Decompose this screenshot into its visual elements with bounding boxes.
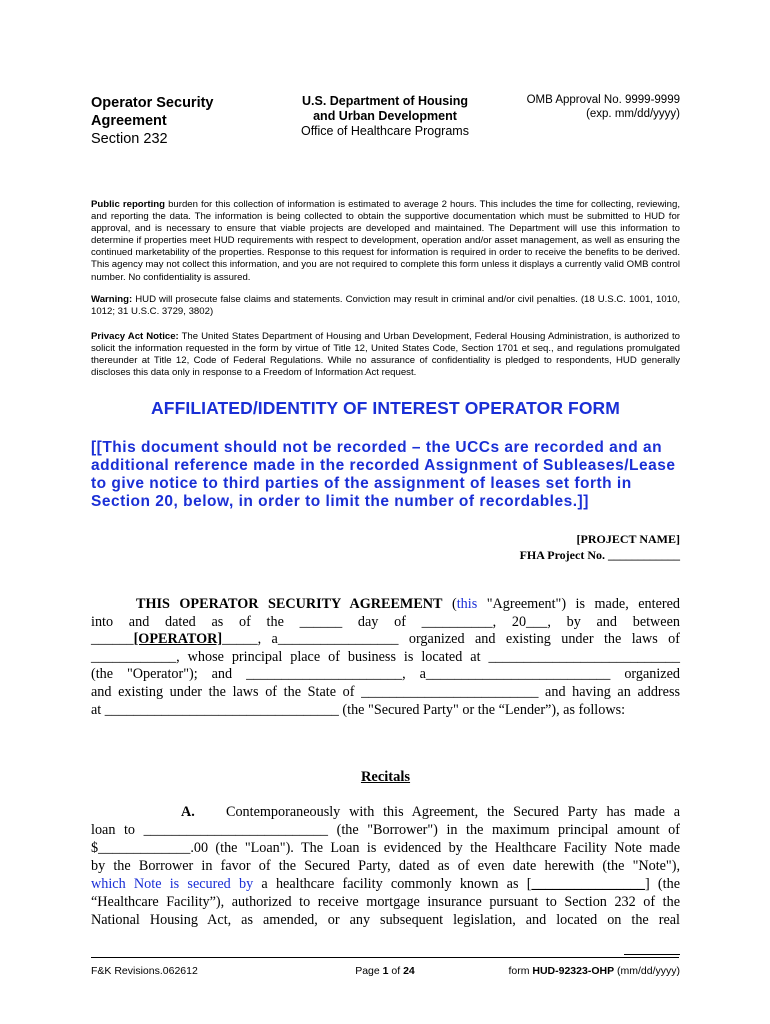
privacy-act-label: Privacy Act Notice: (91, 331, 179, 342)
document-title-line-2: Agreement (91, 113, 167, 129)
page-of-label: of (388, 965, 404, 977)
recital-inserted-text: which Note is secured by (91, 876, 254, 892)
warning-label: Warning: (91, 294, 133, 305)
document-title-block (91, 94, 271, 148)
warning-paragraph (91, 294, 680, 318)
page-total: 24 (403, 965, 415, 977)
public-reporting-label: Public reporting (91, 199, 165, 210)
facility-name-blank: ________________ (531, 876, 645, 892)
footer-rule (91, 957, 679, 958)
public-reporting-text: burden for this collection of information is estimated to average 2 hours. This includes the time for collecting, reviewing, and reporting the data. The information is being collected to obtain the supportive documentation which must be submitted to HUD for approval, and is necessary to ensure that viable projects are developed and maintained. The Department will use this information to determine if properties meet HUD requirements with respect to development, operation and/or asset management, as well as ensuring the continued marketability of the properties. Response to this request for information is required in order to receive the benefits to be derived. This agency may not collect this information, and you are not required to complete this form unless it displays a currently valid OMB control number. No confidentiality is assured. (91, 199, 680, 283)
agency-block (285, 94, 485, 139)
agreement-text-fragment: ( (442, 596, 457, 612)
agreement-line-3 (91, 631, 680, 649)
agency-name-line-1: U.S. Department of Housing (302, 94, 468, 108)
agreement-line-5: (the "Operator"); and ______________________, a__________________________ organized (91, 666, 680, 683)
public-reporting-paragraph (91, 199, 680, 284)
recital-a-line-3: $_____________.00 (the "Loan"). The Loan is evidenced by the Healthcare Facility Note made (91, 840, 680, 856)
recital-a-line-7: National Housing Act, as amended, or any subsequent legislation, and located on the real (91, 912, 680, 928)
recital-a-line-1 (91, 803, 680, 821)
recital-a-line-4: by the Borrower in favor of the Secured Party, dated as of even date herewith (the "Note"), (91, 858, 680, 874)
recital-a-line-6: “Healthcare Facility”), authorized to receive mortgage insurance pursuant to Section 232 of the (91, 894, 680, 910)
privacy-act-text: The United States Department of Housing and Urban Development, Federal Housing Administration, is authorized to solicit the information requested in the form by virtue of Title 12, United States Code, Section 1701 et seq., and regulations promulgated thereunder at Title 12, Code of Federal Regulations. While no assurance of confidentiality is pledged to respondents, HUD generally discloses this data only in response to a Freedom of Information Act request. (91, 331, 680, 379)
recital-a-marker: A. (181, 804, 195, 820)
agreement-line-6: and existing under the laws of the State of _________________________ and having an address (91, 683, 680, 700)
recitals-heading: Recitals (360, 769, 411, 785)
form-date: (mm/dd/yyyy) (614, 965, 680, 977)
agreement-blank: ______ (91, 631, 134, 648)
fha-project-number: FHA Project No. ____________ (519, 548, 680, 562)
footer-form-number (440, 965, 680, 977)
footer-revision: F&K Revisions.062612 (91, 965, 198, 977)
document-title-line-1: Operator Security (91, 95, 214, 111)
agreement-line-7: at _________________________________ (the "Secured Party" or the “Lender”), as follows: (91, 701, 626, 718)
section-label: Section 232 (91, 131, 168, 147)
agreement-line-4: ____________, whose principal place of business is located at ___________________________ (91, 648, 680, 665)
agreement-text-fragment: _____, a_________________ organized and existing under the laws of (222, 631, 680, 648)
form-number: HUD-92323-OHP (532, 965, 615, 977)
recital-text-fragment: Contemporaneously with this Agreement, the Secured Party has made a (226, 804, 680, 820)
form-label: form (508, 965, 533, 977)
recording-note: [[This document should not be recorded – the UCCs are recorded and an additional reference made in the recorded Assignment of Subleases/Lease to give notice to third parties of the assignment of leases set forth in Section 20, below, in order to limit the number of recordables.]] (91, 439, 676, 510)
recital-a-line-5 (91, 875, 680, 893)
privacy-act-paragraph (91, 331, 680, 379)
operator-placeholder: [OPERATOR] (133, 631, 223, 648)
agreement-line-1 (91, 596, 680, 614)
recital-a-paragraph (91, 803, 680, 929)
agreement-inserted-word: this (456, 596, 478, 612)
footer-short-rule (624, 954, 680, 955)
office-name: Office of Healthcare Programs (301, 124, 469, 138)
agreement-opening-paragraph (91, 596, 680, 719)
form-title: AFFILIATED/IDENTITY OF INTEREST OPERATOR FORM (151, 398, 620, 418)
recital-text-fragment: ] (the (644, 876, 680, 892)
recital-text-fragment: a healthcare facility commonly known as [ (253, 876, 532, 892)
agreement-heading: THIS OPERATOR SECURITY AGREEMENT (136, 596, 443, 612)
agreement-line-2: into and dated as of the ______ day of __________, 20___, by and between (91, 613, 680, 630)
omb-block (500, 93, 680, 121)
omb-expiration: (exp. mm/dd/yyyy) (586, 108, 680, 120)
agreement-text-fragment: "Agreement") is made, entered (477, 596, 680, 612)
agency-name-line-2: and Urban Development (313, 109, 457, 123)
page-current: 1 (382, 965, 389, 977)
page-label: Page (355, 965, 383, 977)
project-name: [PROJECT NAME] (576, 532, 680, 546)
omb-approval-number: OMB Approval No. 9999-9999 (526, 94, 680, 106)
project-block (380, 531, 680, 563)
warning-text: HUD will prosecute false claims and statements. Conviction may result in criminal and/or civil penalties. (18 U.S.C. 1001, 1010, 1012; 31 U.S.C. 3729, 3802) (91, 294, 680, 318)
recital-a-line-2: loan to __________________________ (the "Borrower") in the maximum principal amount of (91, 822, 680, 838)
